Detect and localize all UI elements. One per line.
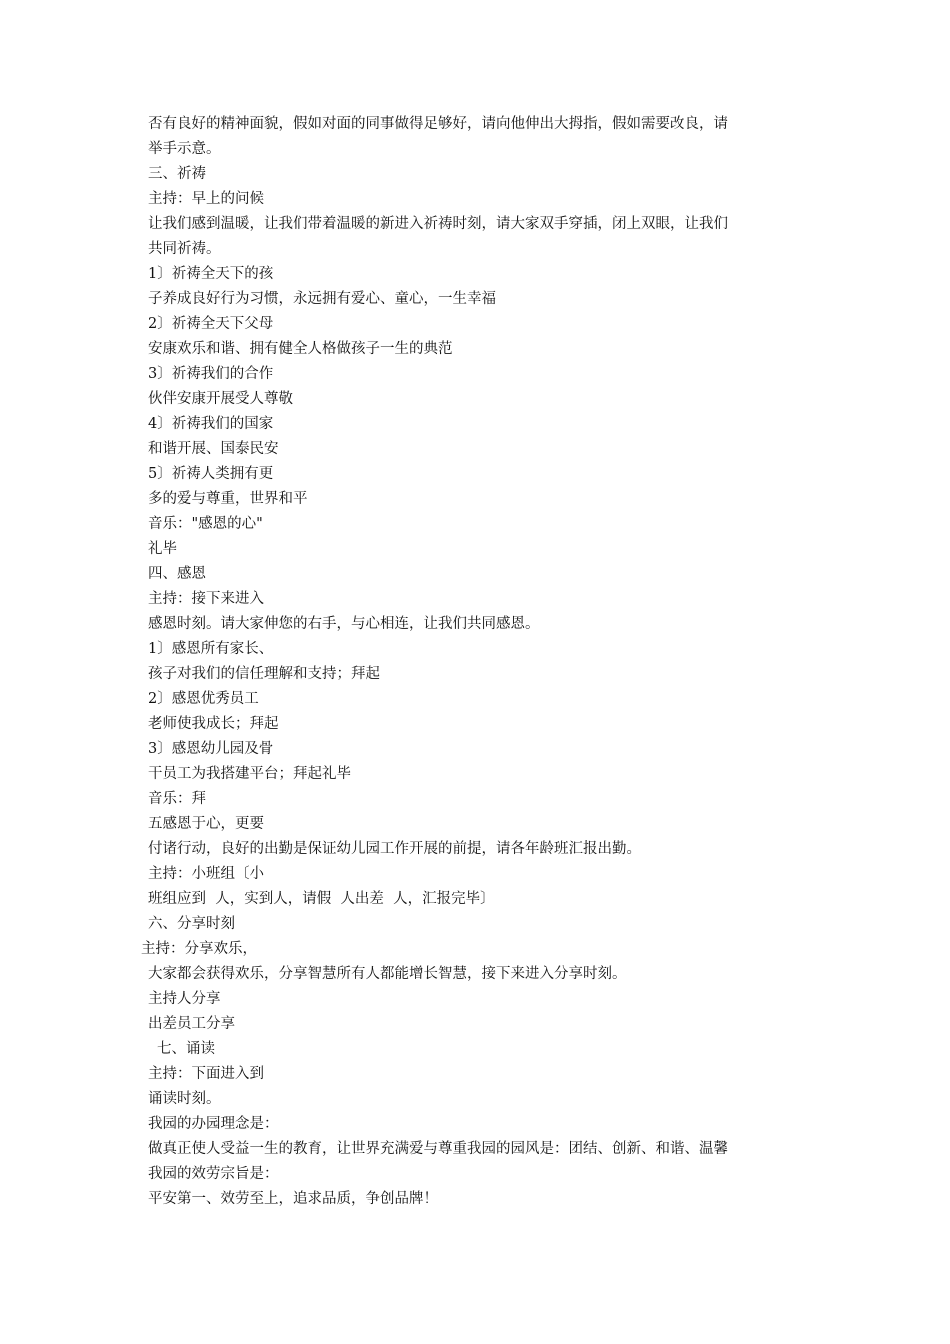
text-line: 大家都会获得欢乐，分享智慧所有人都能增长智慧，接下来进入分享时刻。: [148, 966, 627, 982]
text-line: 2〕祈祷全天下父母: [148, 316, 274, 332]
text-line: 出差员工分享: [148, 1016, 235, 1032]
text-line: 3〕感恩幼儿园及骨: [148, 741, 274, 757]
section-heading: 七、诵读: [157, 1041, 215, 1057]
document-body: [141, 112, 808, 1212]
text-line: 诵读时刻。: [148, 1091, 221, 1107]
text-line: 和谐开展、国泰民安: [148, 441, 279, 457]
text-line: 我园的效劳宗旨是：: [148, 1166, 279, 1182]
text-line: 1〕祈祷全天下的孩: [148, 266, 274, 282]
text-line: 伙伴安康开展受人尊敬: [148, 391, 293, 407]
text-line: 孩子对我们的信任理解和支持；拜起: [148, 666, 380, 682]
text-line: 音乐：拜: [148, 791, 206, 807]
text-line: 付诸行动，良好的出勤是保证幼儿园工作开展的前提，请各年龄班汇报出勤。: [148, 841, 641, 857]
text-line: 主持：早上的问候: [148, 191, 264, 207]
text-line: 共同祈祷。: [148, 241, 221, 257]
text-line: 子养成良好行为习惯，永远拥有爱心、童心，一生幸福: [148, 291, 496, 307]
text-line: 礼毕: [148, 541, 177, 557]
text-line: 让我们感到温暖，让我们带着温暖的新进入祈祷时刻，请大家双手穿插，闭上双眼，让我们: [148, 216, 728, 232]
section-heading: 五感恩于心，更要: [148, 816, 264, 832]
text-line: 我园的办园理念是：: [148, 1116, 279, 1132]
text-line: 主持：下面进入到: [148, 1066, 264, 1082]
text-line: 多的爱与尊重，世界和平: [148, 491, 308, 507]
text-line: 感恩时刻。请大家伸您的右手，与心相连，让我们共同感恩。: [148, 616, 540, 632]
text-line: 5〕祈祷人类拥有更: [148, 466, 274, 482]
text-line: 干员工为我搭建平台；拜起礼毕: [148, 766, 351, 782]
text-line: 平安第一、效劳至上，追求品质，争创品牌！: [148, 1191, 438, 1207]
text-line: 举手示意。: [148, 141, 221, 157]
text-line: 班组应到 人，实到人，请假 人出差 人，汇报完毕〕: [148, 891, 495, 907]
section-heading: 三、祈祷: [148, 166, 206, 182]
text-line: 4〕祈祷我们的国家: [148, 416, 274, 432]
text-line: 音乐："感恩的心": [148, 516, 263, 532]
section-heading: 四、感恩: [148, 566, 206, 582]
text-line: 否有良好的精神面貌，假如对面的同事做得足够好，请向他伸出大拇指，假如需要改良，请: [148, 116, 728, 132]
text-line: 主持：分享欢乐，: [141, 941, 257, 957]
text-line: 老师使我成长；拜起: [148, 716, 279, 732]
text-line: 主持：小班组〔小: [148, 866, 264, 882]
text-line: 1〕感恩所有家长、: [148, 641, 274, 657]
text-line: 主持人分享: [148, 991, 221, 1007]
text-line: 2〕感恩优秀员工: [148, 691, 259, 707]
text-line: 主持：接下来进入: [148, 591, 264, 607]
text-line: 安康欢乐和谐、拥有健全人格做孩子一生的典范: [148, 341, 453, 357]
text-line: 3〕祈祷我们的合作: [148, 366, 274, 382]
section-heading: 六、分享时刻: [148, 916, 235, 932]
text-line: 做真正使人受益一生的教育，让世界充满爱与尊重我园的园风是：团结、创新、和谐、温馨: [148, 1141, 728, 1157]
